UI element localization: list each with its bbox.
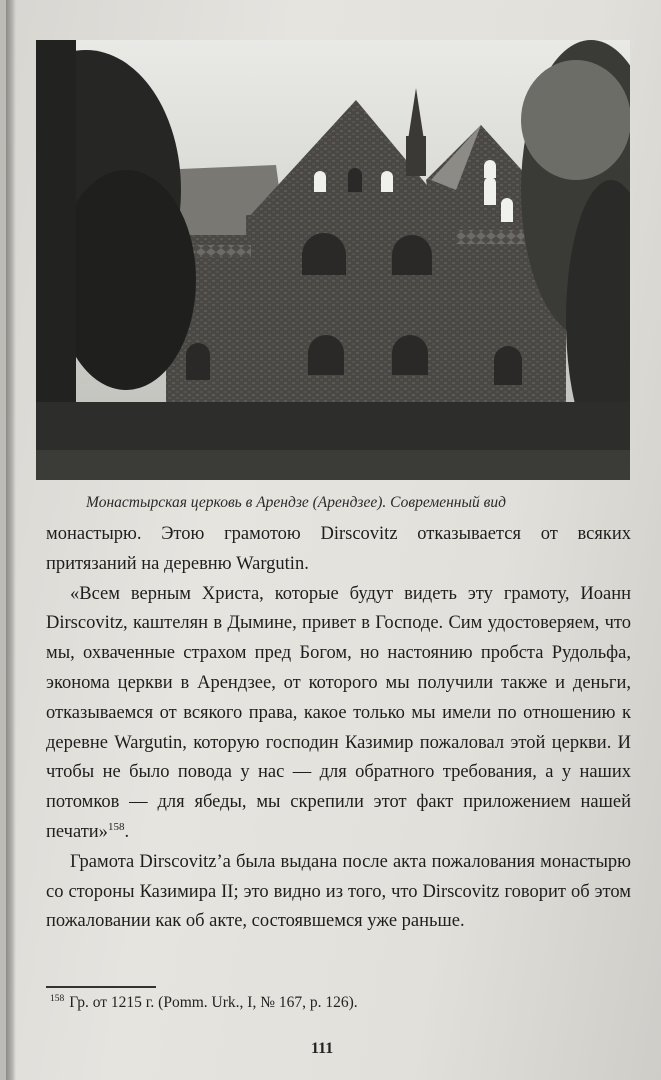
church-illustration — [36, 40, 630, 480]
footnote-text: Гр. от 1215 г. (Pomm. Urk., I, № 167, p. 126). — [69, 994, 358, 1011]
body-text — [46, 520, 631, 937]
church-photograph — [36, 40, 630, 480]
footnote-ref[interactable]: 158 — [107, 820, 125, 833]
footnote-divider — [46, 986, 156, 988]
book-page — [6, 0, 661, 1080]
page-number: 111 — [311, 1040, 334, 1057]
footnote-number: 158 — [50, 993, 65, 1004]
paragraph: «Всем верным Христа, которые будут видеть эту грамоту, Иоанн Dirscovitz, каштелян в Дымине, привет в Господе. Сим удостоверяем, что мы, охваченные страхом пред Богом, но настоянию пробста Рудольфа, эконома церкви в Арендзее, от которого мы получили также и деньги, отказываемся от всякого права, какое только мы имели по отношению к деревне Wargutin, которую господин Казимир пожаловал этой церкви. И чтобы не было повода у нас — для обратного требования, а у наших потомков — для ябеды, мы скрепили этот факт приложением нашей печати»$^{158}$. — [46, 583, 631, 842]
photo-caption: Монастырская церковь в Арендзе (Арендзее). Современный вид — [86, 494, 506, 511]
page-gutter-shadow — [6, 0, 16, 1080]
paragraph: монастырю. Этою грамотою Dirscovitz отказывается от всяких притязаний на деревню Wargutin. — [46, 524, 631, 574]
paragraph: Грамота Dirscovitz’а была выдана после акта пожалования монастырю со стороны Казимира II; это видно из того, что Dirscovitz говорит об этом пожаловании как об акте, состоявшемся уже раньше. — [46, 851, 631, 932]
footnote — [50, 994, 358, 1012]
